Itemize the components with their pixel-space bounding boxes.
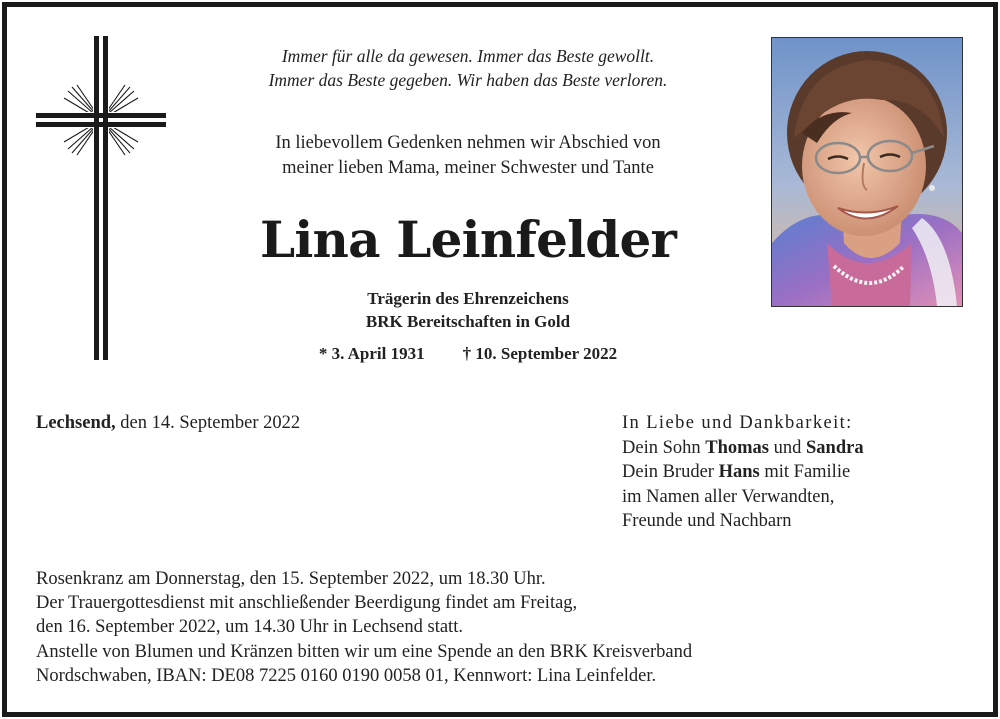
funeral-notice <box>36 567 936 688</box>
honor-line-2: BRK Bereitschaften in Gold <box>365 312 571 331</box>
son-prefix: Dein Sohn <box>622 437 706 458</box>
date: den 14. September 2022 <box>115 413 301 433</box>
death-date: † 10. September 2022 <box>462 344 618 363</box>
notice-line-3: den 16. September 2022, um 14.30 Uhr in Lechsend statt. <box>36 617 463 638</box>
place: Lechsend, <box>36 413 116 433</box>
life-dates <box>200 342 736 365</box>
honor-line-1: Trägerin des Ehrenzeichens <box>367 289 569 308</box>
intro-line-1: In liebevollem Gedenken nehmen wir Abschied von <box>275 133 661 153</box>
motto-line-1: Immer für alle da gewesen. Immer das Beste gewollt. <box>281 46 655 66</box>
notice-line-4: Anstelle von Blumen und Kränzen bitten wir um eine Spende an den BRK Kreisverband <box>36 641 693 662</box>
daughter-in-law-name: Sandra <box>806 437 864 458</box>
motto <box>200 44 736 92</box>
signoff-line-3: im Namen aller Verwandten, <box>622 486 835 507</box>
signoff-line-2 <box>622 460 962 485</box>
brother-name: Hans <box>718 462 760 482</box>
portrait-photo <box>771 37 963 307</box>
notice-line-2: Der Trauergottesdienst mit anschließender Beerdigung findet am Freitag, <box>36 593 578 614</box>
honor-text <box>200 287 736 333</box>
son-name: Thomas <box>705 437 769 458</box>
notice-line-1: Rosenkranz am Donnerstag, den 15. September 2022, um 18.30 Uhr. <box>36 569 546 589</box>
place-date <box>36 411 300 435</box>
mourners-signoff <box>622 411 962 534</box>
motto-line-2: Immer das Beste gegeben. Wir haben das Beste verloren. <box>268 70 668 90</box>
son-joiner: und <box>769 437 806 458</box>
intro-line-2: meiner lieben Mama, meiner Schwester und Tante <box>282 158 654 178</box>
signoff-line-4: Freunde und Nachbarn <box>622 511 792 531</box>
brother-suffix: mit Familie <box>759 462 851 482</box>
brother-prefix: Dein Bruder <box>622 462 719 482</box>
cross-with-rays-icon <box>36 36 166 360</box>
signoff-heading: In Liebe und Dankbarkeit: <box>622 413 853 433</box>
signoff-line-1 <box>622 436 962 461</box>
birth-date: * 3. April 1931 <box>318 344 425 363</box>
intro-text <box>200 131 736 181</box>
notice-line-5: Nordschwaben, IBAN: DE08 7225 0160 0190 0058 01, Kennwort: Lina Leinfelder. <box>36 665 657 686</box>
deceased-name: Lina Leinfelder <box>259 210 677 269</box>
